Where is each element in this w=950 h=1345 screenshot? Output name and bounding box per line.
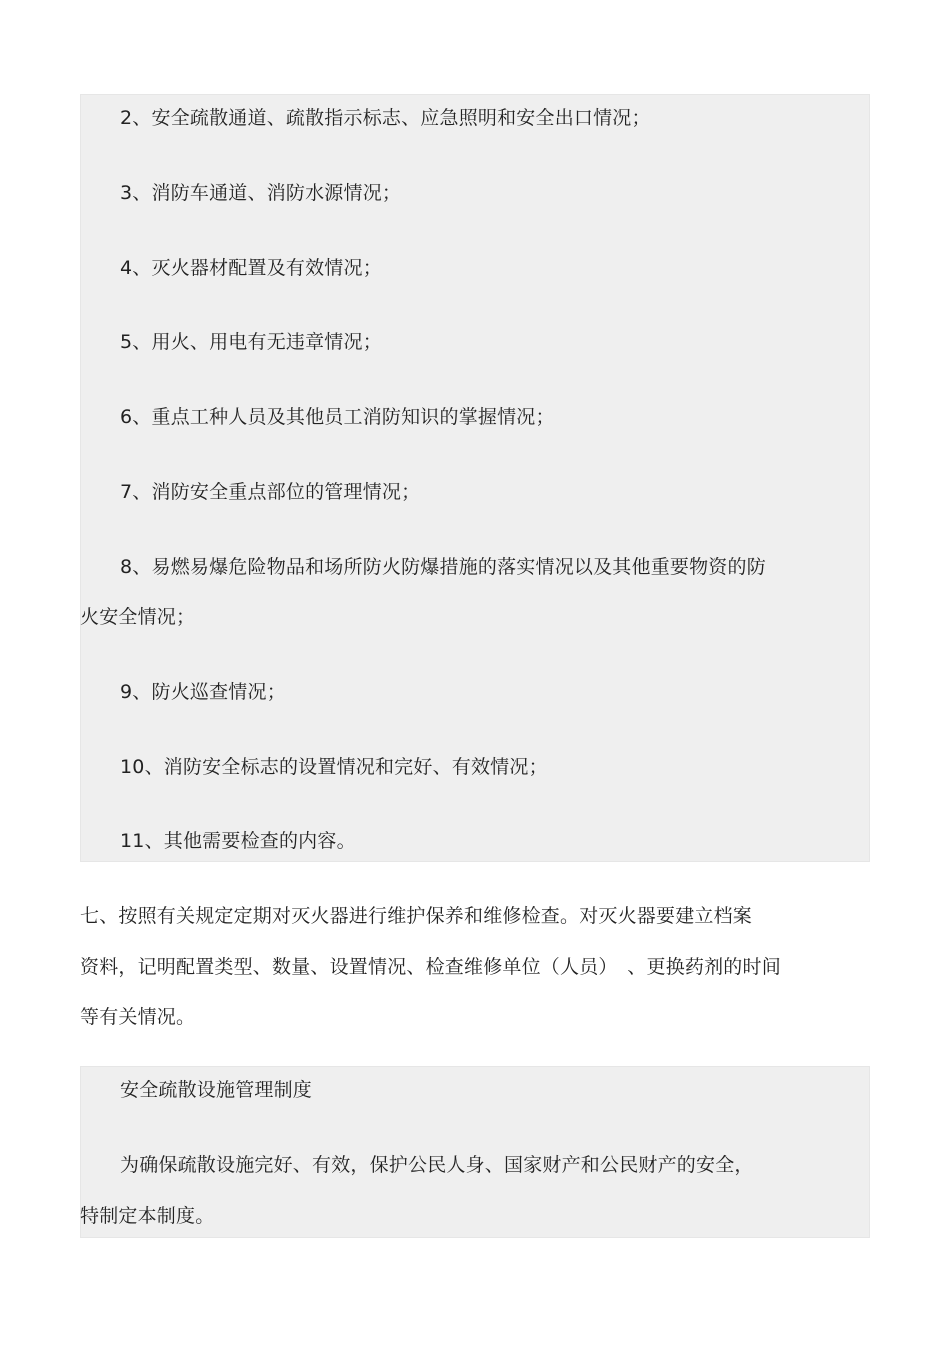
list-item-5: 5、用火、用电有无违章情况； <box>120 331 382 353</box>
list-item-9: 9、防火巡查情况； <box>120 681 286 703</box>
section-7-line-3: 等有关情况。 <box>80 1006 196 1028</box>
section-7-line-2: 资料，记明配置类型、数量、设置情况、检查维修单位（人员） 、更换药剂的时间 <box>80 956 781 978</box>
list-item-10: 10、消防安全标志的设置情况和完好、有效情况； <box>120 756 548 778</box>
section-7-line-1: 七、按照有关规定定期对灭火器进行维护保养和维修检查。对灭火器要建立档案 <box>80 905 753 927</box>
list-item-3: 3、消防车通道、消防水源情况； <box>120 182 402 204</box>
list-item-8-continued: 火安全情况； <box>80 606 196 628</box>
list-item-7: 7、消防安全重点部位的管理情况； <box>120 481 421 503</box>
list-item-8: 8、易燃易爆危险物品和场所防火防爆措施的落实情况以及其他重要物资的防 <box>120 556 766 578</box>
evacuation-body-line-1: 为确保疏散设施完好、有效，保护公民人身、国家财产和公民财产的安全， <box>120 1154 754 1176</box>
evacuation-title: 安全疏散设施管理制度 <box>120 1079 313 1101</box>
list-item-11: 11、其他需要检查的内容。 <box>120 830 356 852</box>
list-item-4: 4、灭火器材配置及有效情况； <box>120 257 382 279</box>
checklist-panel <box>80 94 870 862</box>
list-item-2: 2、安全疏散通道、疏散指示标志、应急照明和安全出口情况； <box>120 107 651 129</box>
list-item-6: 6、重点工种人员及其他员工消防知识的掌握情况； <box>120 406 555 428</box>
evacuation-body-line-2: 特制定本制度。 <box>80 1205 215 1227</box>
